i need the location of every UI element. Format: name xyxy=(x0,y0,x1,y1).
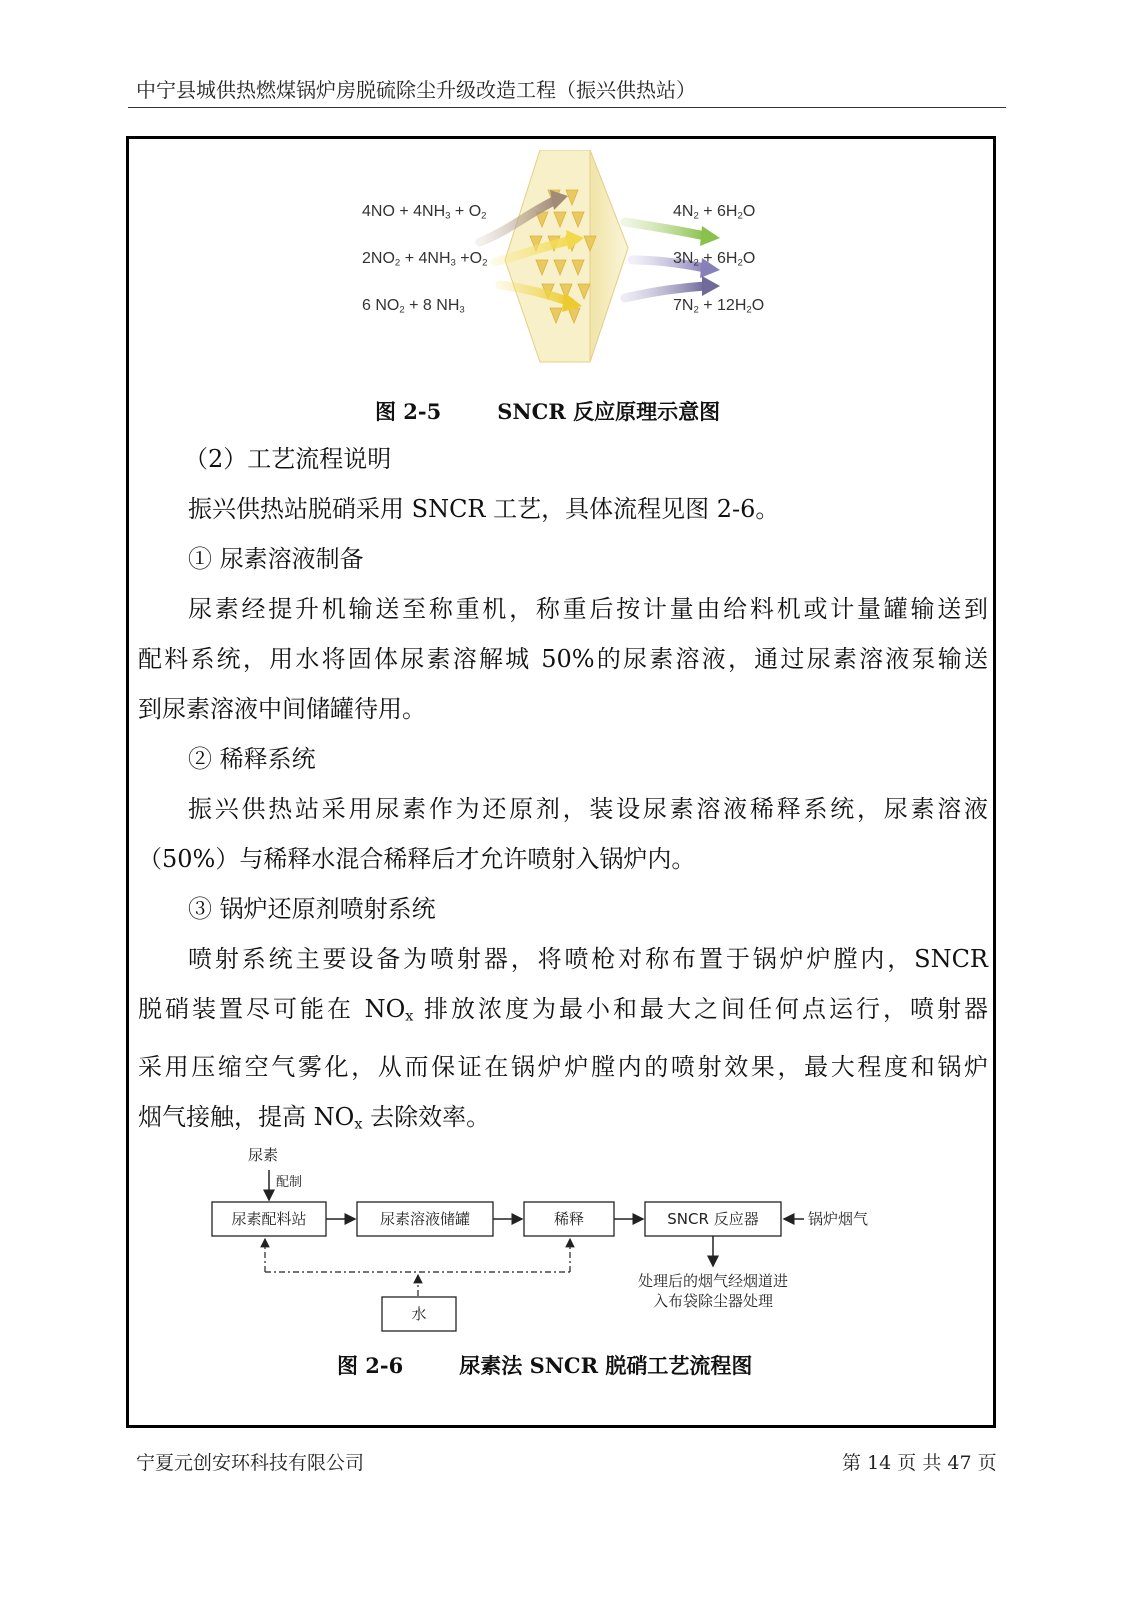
subsection-2-heading: ② 稀释系统 xyxy=(188,745,316,773)
figure-2-5-caption xyxy=(375,398,720,426)
subsection-3-heading: ③ 锅炉还原剂喷射系统 xyxy=(188,895,436,923)
figure-2-6-title: 尿素法 SNCR 脱硝工艺流程图 xyxy=(459,1353,753,1378)
sncr-process-flowchart xyxy=(200,1142,920,1342)
figure-2-6-number: 图 2-6 xyxy=(337,1353,404,1378)
nox-text-d: 去除效率。 xyxy=(362,1102,491,1131)
page-mid: 页 共 xyxy=(897,1452,942,1474)
paragraph-2-line-1: 振兴供热站采用尿素作为还原剂，装设尿素溶液稀释系统，尿素溶液 xyxy=(188,795,988,823)
paragraph-3 xyxy=(138,934,988,1149)
page-current: 14 xyxy=(867,1452,892,1474)
flow-box-storage-tank-label: 尿素溶液储罐 xyxy=(379,1210,471,1228)
paragraph-2-line-2: （50%）与稀释水混合稀释后才允许喷射入锅炉内。 xyxy=(138,845,696,873)
paragraph-1-line-2: 配料系统，用水将固体尿素溶解城 50%的尿素溶液，通过尿素溶液泵输送 xyxy=(138,645,988,673)
section-intro: 振兴供热站脱硝采用 SNCR 工艺，具体流程见图 2-6。 xyxy=(188,495,780,523)
paragraph-3-line-4 xyxy=(138,1092,988,1150)
flow-box-water-label: 水 xyxy=(411,1305,427,1323)
page-prefix: 第 xyxy=(842,1452,862,1474)
reaction-right-3: $7N_2 + 12H_2O$ xyxy=(673,297,765,316)
flow-output-line-1: 处理后的烟气经烟道进 xyxy=(637,1272,789,1290)
reaction-left-2: $2NO_2 + 4NH_3 +O_2$ xyxy=(362,250,488,269)
paragraph-1-line-3: 到尿素溶液中间储罐待用。 xyxy=(138,695,426,723)
header-rule xyxy=(128,107,1006,108)
paragraph-1-line-1: 尿素经提升机输送至称重机，称重后按计量由给料机或计量罐输送到 xyxy=(188,595,988,623)
flow-side-input: 锅炉烟气 xyxy=(808,1210,869,1228)
flow-arrow-label: 配制 xyxy=(276,1175,303,1190)
paragraph-2 xyxy=(138,784,988,884)
nox-sub-2: x xyxy=(354,1116,363,1133)
paragraph-3-line-1: 喷射系统主要设备为喷射器，将喷枪对称布置于锅炉炉膛内，SNCR xyxy=(188,945,988,973)
reaction-left-1: $4NO + 4NH_3 + O_2$ xyxy=(362,203,487,222)
reaction-right-1: $4N_2 + 6H_2O$ xyxy=(673,203,756,222)
flow-box-reactor-label: SNCR 反应器 xyxy=(667,1210,759,1228)
nox-sub-1: x xyxy=(405,1008,414,1025)
flow-input-label: 尿素 xyxy=(248,1146,279,1164)
paragraph-3-line-3: 采用压缩空气雾化，从而保证在锅炉炉膛内的喷射效果，最大程度和锅炉 xyxy=(138,1052,988,1081)
nox-text-a: 脱硝装置尽可能在 NO xyxy=(138,995,406,1023)
nox-text-b: 排放浓度为最小和最大之间任何点运行，喷射器 xyxy=(413,995,988,1023)
figure-2-6-caption xyxy=(337,1352,752,1380)
footer-company: 宁夏元创安环科技有限公司 xyxy=(136,1452,365,1474)
section-heading: （2）工艺流程说明 xyxy=(184,445,392,473)
flow-box-urea-station-label: 尿素配料站 xyxy=(231,1210,307,1228)
paragraph-3-line-2 xyxy=(138,984,988,1042)
figure-2-5-number: 图 2-5 xyxy=(375,399,442,424)
reaction-right-2: $3N_2 + 6H_2O$ xyxy=(673,250,756,269)
footer-page-info xyxy=(842,1450,997,1476)
page-header: 中宁县城供热燃煤锅炉房脱硫除尘升级改造工程（振兴供热站） xyxy=(136,78,696,102)
flow-box-dilution-label: 稀释 xyxy=(553,1210,585,1228)
paragraph-1 xyxy=(138,584,988,734)
water-feed-lines xyxy=(265,1239,570,1296)
nox-text-c: 烟气接触，提高 NO xyxy=(138,1102,355,1131)
page-suffix: 页 xyxy=(977,1452,997,1474)
flow-output-line-2: 入布袋除尘器处理 xyxy=(652,1292,774,1310)
reaction-left-3: 6 $NO_2 + 8$ $NH_3$ xyxy=(362,297,465,316)
subsection-1-heading: ① 尿素溶液制备 xyxy=(188,545,364,573)
page-total: 47 xyxy=(947,1452,972,1474)
figure-2-5-title: SNCR 反应原理示意图 xyxy=(497,399,721,424)
